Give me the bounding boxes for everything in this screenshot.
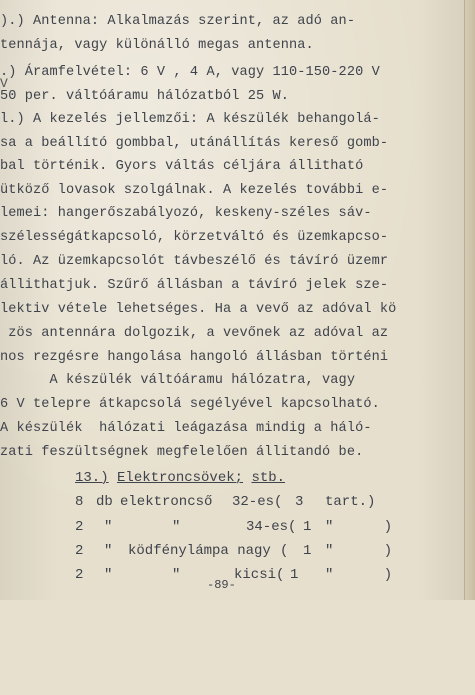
text-line: bal történik. Gyors váltás céljára állitható <box>0 159 364 174</box>
item-unit: " <box>104 543 113 559</box>
item-count: 1 <box>303 543 312 559</box>
text-line: zati feszültségnek megfelelően állitandó be. <box>0 445 364 460</box>
item-name: ködfénylámpa nagy <box>128 543 271 559</box>
text-line: lemei: hangerőszabályozó, keskeny-széles sáv- <box>0 206 372 221</box>
text-line: l.) A kezelés jellemzői: A készülék behangolá- <box>0 112 380 127</box>
item-name: elektroncső <box>120 494 213 510</box>
text-line: zös antennára dolgozik, a vevőnek az adóval az <box>0 326 389 341</box>
item-count: 1 <box>290 567 299 583</box>
item-name: " <box>172 519 181 535</box>
item-note: " ) <box>325 543 393 559</box>
item-unit: db <box>96 494 113 510</box>
item-unit: " <box>104 567 113 583</box>
text-line: sa a beállító gombbal, utánállítás kereső gomb- <box>0 136 389 151</box>
text-line: ütköző lovasok szolgálnak. A kezelés további e- <box>0 183 389 198</box>
item-note: tart.) <box>325 494 376 510</box>
page-fold-edge <box>464 0 475 600</box>
text-line: tennája, vagy különálló megas antenna. <box>0 38 314 53</box>
text-line: állithatjuk. Szűrő állásban a távíró jelek sze- <box>0 278 389 293</box>
item-type: ( <box>280 543 289 559</box>
item-note: " ) <box>325 567 393 583</box>
text-line: ).) Antenna: Alkalmazás szerint, az adó an- <box>0 14 356 29</box>
text-line: 6 V telepre átkapcsolá segélyével kapcsolható. <box>0 397 380 412</box>
page-number: -89- <box>207 578 236 592</box>
text-line: A készülék váltóáramu hálózatra, vagy <box>0 373 356 388</box>
item-qty: 2 <box>75 567 84 583</box>
item-note: " ) <box>325 519 393 535</box>
margin-mark: V <box>0 76 8 91</box>
text-line: nos rezgésre hangolása hangoló állásban történi <box>0 350 389 365</box>
item-name: " <box>172 567 181 583</box>
item-type: 34-es( <box>246 519 297 535</box>
text-line: szélességátkapcsoló, körzetváltó és üzemkapcso- <box>0 230 389 245</box>
section-suffix: stb. <box>251 470 286 486</box>
text-line: A készülék hálózati leágazása mindig a háló- <box>0 421 372 436</box>
item-qty: 2 <box>75 543 84 559</box>
item-count: 3 <box>295 494 304 510</box>
item-qty: 2 <box>75 519 84 535</box>
item-type: 32-es( <box>232 494 283 510</box>
text-line: lektiv vétele lehetséges. Ha a vevő az adóval kö <box>0 302 397 317</box>
section-heading <box>75 470 285 486</box>
text-line: ló. Az üzemkapcsolót távbeszélő és távíró üzemr <box>0 254 389 269</box>
text-line: 50 per. váltóáramu hálózatból 25 W. <box>0 89 290 104</box>
item-qty: 8 <box>75 494 84 510</box>
text-line: .) Áramfelvétel: 6 V , 4 A, vagy 110-150-220 V <box>0 65 380 80</box>
item-type: kicsi( <box>234 567 285 583</box>
section-number: 13.) <box>75 470 109 486</box>
item-count: 1 <box>303 519 312 535</box>
item-unit: " <box>104 519 113 535</box>
section-title: Elektroncsövek; <box>117 470 244 486</box>
